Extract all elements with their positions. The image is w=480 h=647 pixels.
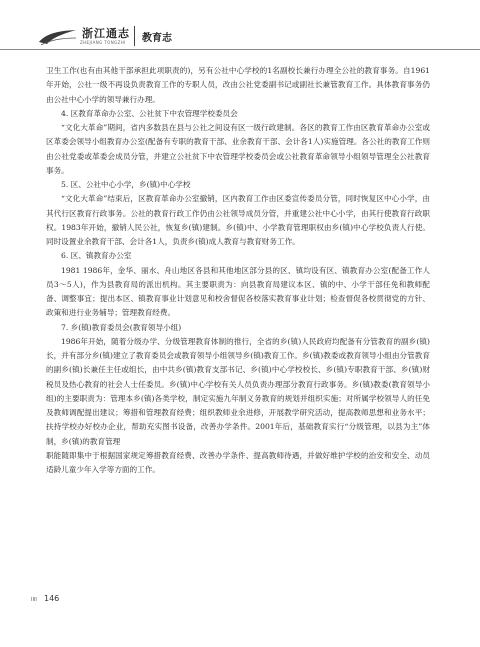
page-number: 146	[44, 594, 60, 603]
brand-subtitle: ZHEJIANG TONGZHI	[80, 40, 126, 45]
heading-6: 6. 区、镇教育办公室	[61, 251, 132, 261]
paragraph-7b: 职能随即集中于根据国家规定筹措教育经费、改善办学条件、提高教师待遇，并做好维护学校的治安和安全、动员适龄儿童少年入学等方面的工作。	[46, 450, 430, 474]
header-divider	[134, 26, 135, 46]
header-rule	[0, 49, 480, 50]
paragraph-4: “文化大革命”期间，省内多数县在县与公社之间设有区一级行政建制。各区的教育工作由区教育革命办公室或区革委会领导小组教育办公室(配备有专职的教育干部、业余教育干部、会计各1人)实施管理。各公社的教育工作则由公社党委或革委会成员分管，并建立公社贫下中农管理学校委员会或公社教育革命领导小组领导管理全公社教育事务。	[46, 123, 430, 175]
section-title: 教育志	[142, 33, 172, 44]
paragraph-5: “文化大革命”结束后，区教育革命办公室撤销，区内教育工作由区委宣传委员分管，同时恢复区中心小学，由其代行区教育行政事务。公社的教育行政工作仍由公社领导成员分管，并重建公社中心小学，由其行使教育行政职权。1983年开始，撤销人民公社，恢复乡(镇)建制。乡(镇)中、小学教育管理职权由乡(镇)中心学校负责人行使。同时设置业余教育干部、会计各1人，负责乡(镇)成人教育与教育财务工作。	[46, 194, 430, 246]
zhejiang-tongzhi-logo-icon	[38, 28, 78, 46]
paragraph-intro: 卫生工作(也有由其他干部承担此项职责的)，另有公社中心学校的1名副校长兼行办理全公社的教育事务。自1961年开始，公社一级不再设负责教育工作的专职人员，改由公社党委副书记或副社长兼管教育工作。具体教育事务仍由公社中心小学的领导兼行办理。	[46, 66, 430, 104]
heading-4: 4. 区教育革命办公室、公社贫下中农管理学校委员会	[61, 108, 238, 118]
body-text	[46, 64, 430, 477]
heading-5: 5. 区、公社中心小学，乡(镇)中心学校	[61, 180, 191, 189]
heading-7: 7. 乡(镇)教育委员会(教育领导小组)	[61, 322, 182, 332]
paragraph-7a: 1986年开始，随着分级办学、分级管理教育体制的推行，全省的乡(镇)人民政府均配备有分管教育的副乡(镇)长，并有部分乡(镇)建立了教育委员会或教育领导小组领导乡(镇)教育工作。乡(镇)教委或教育领导小组由分管教育的副乡(镇)长兼任主任或组长，由中共乡(镇)教育支部书记、乡(镇)中心学校校长、乡(镇)专职教育干部、乡(镇)财税员及热心教育的社会人士任委员。乡(镇)中心学校有关人员负责办理部分教育行政事务。乡(镇)教委(教育领导小组)的主要职责为：管理本乡(镇)各类学校，制定实施九年制义务教育的规划并组织实施；对所属学校领导人的任免及教师调配提出建议；筹措和管理教育经费；组织教师业余进修，开展教学研究活动，提高教师思想和业务水平；扶持学校办好校办企业，帮助充实图书设备，改善办学条件。2001年后，基础教育实行“分级管理，以县为主”体制，乡(镇)的教育管理	[46, 336, 430, 446]
paragraph-6: 1981 1986年，金华、丽水、舟山地区各县和其他地区部分县的区、镇均设有区、镇教育办公室(配备工作人员3～5人)，作为县教育局的派出机构。其主要职责为：向县教育局建议本区、镇的中、小学干部任免和教师配备、调整事宜；提出本区、镇教育事业计划意见和校舍督促各校落实教育事业计划；检查督促各校贯彻党的方针、政策和进行业务辅导；管理教育经费。	[46, 265, 430, 318]
footer-mark: IIII	[31, 597, 37, 603]
page-header	[0, 0, 480, 56]
brand-title: 浙江通志	[82, 27, 130, 40]
